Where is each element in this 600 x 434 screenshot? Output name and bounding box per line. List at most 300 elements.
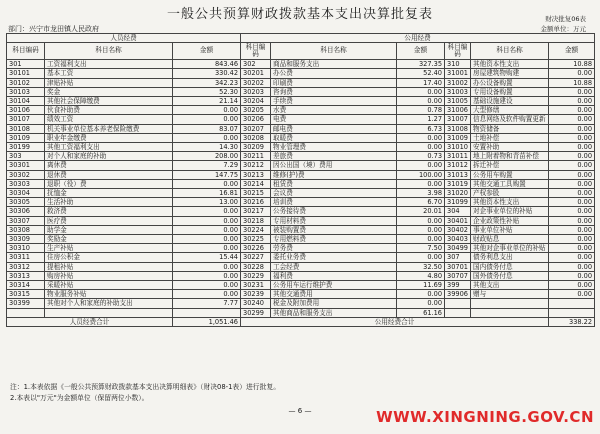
code-cell: 30304 xyxy=(7,189,45,198)
code-cell: 31010 xyxy=(445,143,471,152)
amount-cell: 10.88 xyxy=(549,78,595,87)
name-cell: 退职（役）费 xyxy=(45,179,173,188)
name-cell xyxy=(471,299,549,308)
code-cell: 31012 xyxy=(445,161,471,170)
name-cell: 救济费 xyxy=(45,207,173,216)
personnel-group-header: 人员经费 xyxy=(7,34,241,43)
code-cell: 31020 xyxy=(445,189,471,198)
amount-cell: 0.00 xyxy=(549,244,595,253)
name-cell: 事业单位补贴 xyxy=(471,225,549,234)
code-cell: 31002 xyxy=(445,78,471,87)
amount-header: 金额 xyxy=(549,43,595,60)
table-row xyxy=(7,225,595,234)
name-cell: 其他对企事业单位的补贴 xyxy=(471,244,549,253)
amount-cell: 0.00 xyxy=(549,133,595,142)
table-row xyxy=(7,152,595,161)
amount-cell: 100.00 xyxy=(397,170,445,179)
code-cell: 301 xyxy=(7,60,45,69)
code-cell: 31009 xyxy=(445,133,471,142)
code-cell: 302 xyxy=(241,60,271,69)
name-cell: 工会经费 xyxy=(271,262,397,271)
amount-cell: 7.29 xyxy=(173,161,241,170)
name-cell: 委托业务费 xyxy=(271,253,397,262)
amount-cell: 147.75 xyxy=(173,170,241,179)
name-cell: 邮电费 xyxy=(271,124,397,133)
name-header: 科目名称 xyxy=(271,43,397,60)
name-cell: 基础设施建设 xyxy=(471,97,549,106)
name-cell: 办公费 xyxy=(271,69,397,78)
code-cell: 30314 xyxy=(7,281,45,290)
name-cell: 对企事业单位的补贴 xyxy=(471,207,549,216)
code-cell: 30208 xyxy=(241,133,271,142)
table-row xyxy=(7,115,595,124)
amount-cell: 0.00 xyxy=(549,290,595,299)
name-cell: 公务用车运行维护费 xyxy=(271,281,397,290)
code-cell: 30299 xyxy=(241,308,271,317)
amount-cell: 21.14 xyxy=(173,97,241,106)
code-cell: 30214 xyxy=(241,179,271,188)
code-cell: 31005 xyxy=(445,97,471,106)
amount-cell: 330.42 xyxy=(173,69,241,78)
name-cell: 其他支出 xyxy=(471,281,549,290)
amount-cell: 0.00 xyxy=(173,216,241,225)
amount-cell: 83.07 xyxy=(173,124,241,133)
name-cell: 住房公积金 xyxy=(45,253,173,262)
code-cell: 30207 xyxy=(241,124,271,133)
code-cell: 30402 xyxy=(445,225,471,234)
name-cell: 产权参股 xyxy=(471,189,549,198)
code-cell: 30226 xyxy=(241,244,271,253)
code-cell: 30104 xyxy=(7,97,45,106)
code-cell: 31001 xyxy=(445,69,471,78)
public-total-label: 公用经费合计 xyxy=(241,317,549,326)
amount-cell: 0.00 xyxy=(549,143,595,152)
amount-cell: 0.00 xyxy=(549,87,595,96)
name-cell: 差旅费 xyxy=(271,152,397,161)
table-row xyxy=(7,299,595,308)
page-title: 一般公共预算财政拨款基本支出决算批复表 xyxy=(166,7,433,22)
name-cell: 取暖费 xyxy=(271,133,397,142)
amount-cell: 327.35 xyxy=(397,60,445,69)
name-header: 科目名称 xyxy=(45,43,173,60)
amount-cell: 0.00 xyxy=(397,290,445,299)
personnel-total-label: 人员经费合计 xyxy=(7,317,173,326)
totals-row xyxy=(7,317,595,326)
table-row xyxy=(7,143,595,152)
name-cell xyxy=(45,308,173,317)
code-header: 科目编码 xyxy=(241,43,271,60)
name-cell: 商品和服务支出 xyxy=(271,60,397,69)
name-cell: 企业政策性补贴 xyxy=(471,216,549,225)
note-line: 注：1.本表依据《一般公共预算财政拨款基本支出决算明细表》（财决08-1表）进行批复。 xyxy=(10,383,280,391)
code-cell: 30309 xyxy=(7,235,45,244)
amount-cell: 3.98 xyxy=(397,189,445,198)
unit-label: 金额单位：万元 xyxy=(540,25,586,33)
amount-cell: 0.00 xyxy=(397,253,445,262)
amount-cell: 7.50 xyxy=(397,244,445,253)
code-cell: 30212 xyxy=(241,161,271,170)
code-cell: 30206 xyxy=(241,115,271,124)
amount-cell: 16.81 xyxy=(173,189,241,198)
table-row xyxy=(7,179,595,188)
amount-cell: 0.00 xyxy=(173,271,241,280)
amount-cell: 0.73 xyxy=(397,152,445,161)
name-cell: 劳务费 xyxy=(271,244,397,253)
name-cell: 维修(护)费 xyxy=(271,170,397,179)
personnel-total-value: 1,051.46 xyxy=(173,317,241,326)
amount-cell: 843.46 xyxy=(173,60,241,69)
name-cell: 大型修缮 xyxy=(471,106,549,115)
table-row xyxy=(7,198,595,207)
watermark-text: WWW.XINGNING.GOV.CN xyxy=(376,408,594,426)
amount-cell: 10.88 xyxy=(549,60,595,69)
name-cell: 拆迁补偿 xyxy=(471,161,549,170)
name-cell: 生活补助 xyxy=(45,198,173,207)
name-cell: 伙食补助费 xyxy=(45,106,173,115)
name-cell: 福利费 xyxy=(271,271,397,280)
name-cell: 购房补贴 xyxy=(45,271,173,280)
code-cell xyxy=(7,308,45,317)
code-cell: 30106 xyxy=(7,106,45,115)
amount-cell: 0.00 xyxy=(549,271,595,280)
amount-cell: 0.00 xyxy=(173,106,241,115)
name-cell: 国内债务付息 xyxy=(471,262,549,271)
name-cell: 公务接待费 xyxy=(271,207,397,216)
name-cell: 退休费 xyxy=(45,170,173,179)
code-cell: 31011 xyxy=(445,152,471,161)
code-cell: 30302 xyxy=(7,170,45,179)
name-cell: 机关事业单位基本养老保险缴费 xyxy=(45,124,173,133)
name-cell: 其他对个人和家庭的补助支出 xyxy=(45,299,173,308)
name-cell: 其他商品和服务支出 xyxy=(271,308,397,317)
name-cell: 印刷费 xyxy=(271,78,397,87)
name-cell: 绩效工资 xyxy=(45,115,173,124)
name-cell: 生产补贴 xyxy=(45,244,173,253)
table-row xyxy=(7,60,595,69)
name-cell: 手续费 xyxy=(271,97,397,106)
amount-cell: 0.00 xyxy=(173,262,241,271)
name-cell: 赠与 xyxy=(471,290,549,299)
amount-cell: 0.00 xyxy=(549,124,595,133)
name-cell: 安置补助 xyxy=(471,143,549,152)
table-row xyxy=(7,189,595,198)
name-cell: 采暖补贴 xyxy=(45,281,173,290)
code-cell: 30306 xyxy=(7,207,45,216)
note-line: 2.本表以"万元"为金额单位（保留两位小数）。 xyxy=(10,394,149,402)
amount-cell: 1.27 xyxy=(397,115,445,124)
amount-cell: 52.40 xyxy=(397,69,445,78)
amount-cell: 61.16 xyxy=(397,308,445,317)
amount-cell: 20.01 xyxy=(397,207,445,216)
name-cell: 专用材料费 xyxy=(271,216,397,225)
name-cell: 离休费 xyxy=(45,161,173,170)
code-cell: 30228 xyxy=(241,262,271,271)
name-cell: 信息网络及软件购置更新 xyxy=(471,115,549,124)
amount-cell: 17.40 xyxy=(397,78,445,87)
amount-cell: 0.00 xyxy=(549,179,595,188)
amount-cell: 4.80 xyxy=(397,271,445,280)
table-row xyxy=(7,170,595,179)
name-cell: 物资储备 xyxy=(471,124,549,133)
department-label: 部门：兴宁市龙田镇人民政府 xyxy=(8,25,99,33)
name-cell: 土地补偿 xyxy=(471,133,549,142)
name-cell: 财政贴息 xyxy=(471,235,549,244)
code-cell: 30202 xyxy=(241,78,271,87)
amount-cell: 0.00 xyxy=(549,207,595,216)
name-cell: 其他交通费用 xyxy=(271,290,397,299)
code-cell: 30199 xyxy=(7,143,45,152)
amount-cell: 0.00 xyxy=(397,143,445,152)
name-cell: 专用设备购置 xyxy=(471,87,549,96)
code-cell: 30311 xyxy=(7,253,45,262)
expenditure-table xyxy=(6,33,595,327)
group-header-row xyxy=(7,34,595,43)
table-row xyxy=(7,290,595,299)
amount-cell: 208.00 xyxy=(173,152,241,161)
amount-header: 金额 xyxy=(397,43,445,60)
amount-cell: 0.00 xyxy=(173,244,241,253)
code-cell: 30305 xyxy=(7,198,45,207)
code-cell: 30403 xyxy=(445,235,471,244)
code-cell: 30313 xyxy=(7,271,45,280)
name-cell: 被装购置费 xyxy=(271,225,397,234)
name-cell: 其他资本性支出 xyxy=(471,198,549,207)
amount-cell: 7.77 xyxy=(173,299,241,308)
name-cell: 奖金 xyxy=(45,87,173,96)
code-cell: 30308 xyxy=(7,225,45,234)
name-cell: 医疗费 xyxy=(45,216,173,225)
code-cell: 30499 xyxy=(445,244,471,253)
name-cell: 抚恤金 xyxy=(45,189,173,198)
amount-cell: 0.00 xyxy=(549,170,595,179)
amount-cell: 0.00 xyxy=(397,179,445,188)
amount-cell: 14.30 xyxy=(173,143,241,152)
name-cell xyxy=(471,308,549,317)
amount-cell: 342.23 xyxy=(173,78,241,87)
amount-cell: 6.70 xyxy=(397,198,445,207)
code-cell xyxy=(445,308,471,317)
code-cell: 30229 xyxy=(241,271,271,280)
amount-cell: 0.00 xyxy=(173,290,241,299)
code-cell: 30315 xyxy=(7,290,45,299)
amount-cell: 0.00 xyxy=(397,235,445,244)
amount-cell: 0.00 xyxy=(173,207,241,216)
name-cell: 其他资本性支出 xyxy=(471,60,549,69)
amount-cell: 0.00 xyxy=(549,216,595,225)
code-cell: 30209 xyxy=(241,143,271,152)
notes xyxy=(10,382,280,404)
table-row xyxy=(7,78,595,87)
amount-cell: 0.00 xyxy=(397,225,445,234)
code-cell: 30231 xyxy=(241,281,271,290)
table-row xyxy=(7,308,595,317)
code-cell: 31099 xyxy=(445,198,471,207)
code-cell: 30399 xyxy=(7,299,45,308)
amount-cell: 0.00 xyxy=(173,225,241,234)
code-cell: 30240 xyxy=(241,299,271,308)
code-cell: 30225 xyxy=(241,235,271,244)
amount-cell: 0.00 xyxy=(549,262,595,271)
amount-cell: 0.00 xyxy=(397,87,445,96)
code-cell: 30108 xyxy=(7,124,45,133)
name-header: 科目名称 xyxy=(471,43,549,60)
table-row xyxy=(7,133,595,142)
code-cell: 31008 xyxy=(445,124,471,133)
amount-cell: 0.00 xyxy=(173,179,241,188)
code-cell: 30301 xyxy=(7,161,45,170)
name-cell: 职业年金缴费 xyxy=(45,133,173,142)
name-cell: 水费 xyxy=(271,106,397,115)
name-cell: 因公出国（境）费用 xyxy=(271,161,397,170)
amount-header: 金额 xyxy=(173,43,241,60)
page-number: — 6 — xyxy=(288,407,312,415)
name-cell: 其他工资福利支出 xyxy=(45,143,173,152)
amount-cell: 11.69 xyxy=(397,281,445,290)
code-cell: 30401 xyxy=(445,216,471,225)
name-cell: 会议费 xyxy=(271,189,397,198)
amount-cell: 6.73 xyxy=(397,124,445,133)
amount-cell: 0.00 xyxy=(549,152,595,161)
code-cell: 30218 xyxy=(241,216,271,225)
code-cell: 30109 xyxy=(7,133,45,142)
code-cell: 30205 xyxy=(241,106,271,115)
name-cell: 提租补贴 xyxy=(45,262,173,271)
code-cell: 30107 xyxy=(7,115,45,124)
code-cell: 30217 xyxy=(241,207,271,216)
table-row xyxy=(7,207,595,216)
name-cell: 工资福利支出 xyxy=(45,60,173,69)
table-row xyxy=(7,244,595,253)
code-cell: 304 xyxy=(445,207,471,216)
code-cell: 31019 xyxy=(445,179,471,188)
code-cell: 31006 xyxy=(445,106,471,115)
code-cell: 307 xyxy=(445,253,471,262)
amount-cell: 0.00 xyxy=(397,133,445,142)
amount-cell: 0.00 xyxy=(549,69,595,78)
name-cell: 房屋建筑物购建 xyxy=(471,69,549,78)
code-cell: 31007 xyxy=(445,115,471,124)
code-cell: 30101 xyxy=(7,69,45,78)
table-row xyxy=(7,87,595,96)
name-cell: 专用燃料费 xyxy=(271,235,397,244)
amount-cell: 0.00 xyxy=(549,97,595,106)
code-cell: 30203 xyxy=(241,87,271,96)
name-cell: 公务用车购置 xyxy=(471,170,549,179)
name-cell: 税金及附加费用 xyxy=(271,299,397,308)
amount-cell: 0.00 xyxy=(397,161,445,170)
code-cell: 30310 xyxy=(7,244,45,253)
table-row xyxy=(7,97,595,106)
amount-cell: 0.00 xyxy=(549,161,595,170)
amount-cell: 0.00 xyxy=(397,216,445,225)
amount-cell: 0.00 xyxy=(549,235,595,244)
code-header: 科目编码 xyxy=(445,43,471,60)
table-row xyxy=(7,124,595,133)
table-row xyxy=(7,106,595,115)
name-cell: 地上附着物和青苗补偿 xyxy=(471,152,549,161)
code-cell: 31013 xyxy=(445,170,471,179)
code-cell: 30201 xyxy=(241,69,271,78)
code-cell: 30213 xyxy=(241,170,271,179)
amount-cell: 0.00 xyxy=(549,253,595,262)
code-cell: 30707 xyxy=(445,271,471,280)
name-cell: 其他社会保障缴费 xyxy=(45,97,173,106)
code-cell: 30701 xyxy=(445,262,471,271)
amount-cell: 0.00 xyxy=(173,133,241,142)
table-number: 财决批复06表 xyxy=(545,15,586,23)
amount-cell: 0.00 xyxy=(549,225,595,234)
name-cell: 对个人和家庭的补助 xyxy=(45,152,173,161)
code-cell: 30216 xyxy=(241,198,271,207)
amount-cell: 32.50 xyxy=(397,262,445,271)
code-cell: 30211 xyxy=(241,152,271,161)
table-row xyxy=(7,235,595,244)
code-cell: 30102 xyxy=(7,78,45,87)
code-cell: 30239 xyxy=(241,290,271,299)
name-cell: 培训费 xyxy=(271,198,397,207)
amount-cell: 0.00 xyxy=(173,235,241,244)
name-cell: 其他交通工具购置 xyxy=(471,179,549,188)
name-cell: 国外债务付息 xyxy=(471,271,549,280)
table-row xyxy=(7,262,595,271)
code-cell: 303 xyxy=(7,152,45,161)
code-cell: 30312 xyxy=(7,262,45,271)
name-cell: 津贴补贴 xyxy=(45,78,173,87)
amount-cell: 0.00 xyxy=(397,299,445,308)
name-cell: 奖励金 xyxy=(45,235,173,244)
code-cell: 30215 xyxy=(241,189,271,198)
amount-cell: 0.00 xyxy=(549,115,595,124)
amount-cell xyxy=(173,308,241,317)
amount-cell: 0.00 xyxy=(549,189,595,198)
code-cell: 30103 xyxy=(7,87,45,96)
table-row xyxy=(7,271,595,280)
amount-cell: 0.00 xyxy=(397,97,445,106)
code-cell: 399 xyxy=(445,281,471,290)
public-total-value: 338.22 xyxy=(549,317,595,326)
name-cell: 物业管理费 xyxy=(271,143,397,152)
table-row xyxy=(7,281,595,290)
code-cell: 30307 xyxy=(7,216,45,225)
name-cell: 租赁费 xyxy=(271,179,397,188)
code-cell: 30204 xyxy=(241,97,271,106)
code-cell: 39906 xyxy=(445,290,471,299)
code-cell: 30303 xyxy=(7,179,45,188)
name-cell: 办公设备购置 xyxy=(471,78,549,87)
amount-cell: 0.00 xyxy=(549,106,595,115)
amount-cell: 13.00 xyxy=(173,198,241,207)
name-cell: 债务利息支出 xyxy=(471,253,549,262)
table-row xyxy=(7,253,595,262)
public-group-header: 公用经费 xyxy=(241,34,595,43)
amount-cell xyxy=(549,308,595,317)
name-cell: 物业服务补贴 xyxy=(45,290,173,299)
code-cell: 31003 xyxy=(445,87,471,96)
amount-cell: 0.00 xyxy=(173,281,241,290)
amount-cell: 0.00 xyxy=(173,115,241,124)
code-cell: 310 xyxy=(445,60,471,69)
code-cell: 30227 xyxy=(241,253,271,262)
amount-cell: 0.78 xyxy=(397,106,445,115)
amount-cell: 0.00 xyxy=(549,281,595,290)
table-row xyxy=(7,161,595,170)
name-cell: 咨询费 xyxy=(271,87,397,96)
name-cell: 基本工资 xyxy=(45,69,173,78)
name-cell: 电费 xyxy=(271,115,397,124)
table-row xyxy=(7,69,595,78)
column-header-row xyxy=(7,43,595,60)
amount-cell: 15.44 xyxy=(173,253,241,262)
